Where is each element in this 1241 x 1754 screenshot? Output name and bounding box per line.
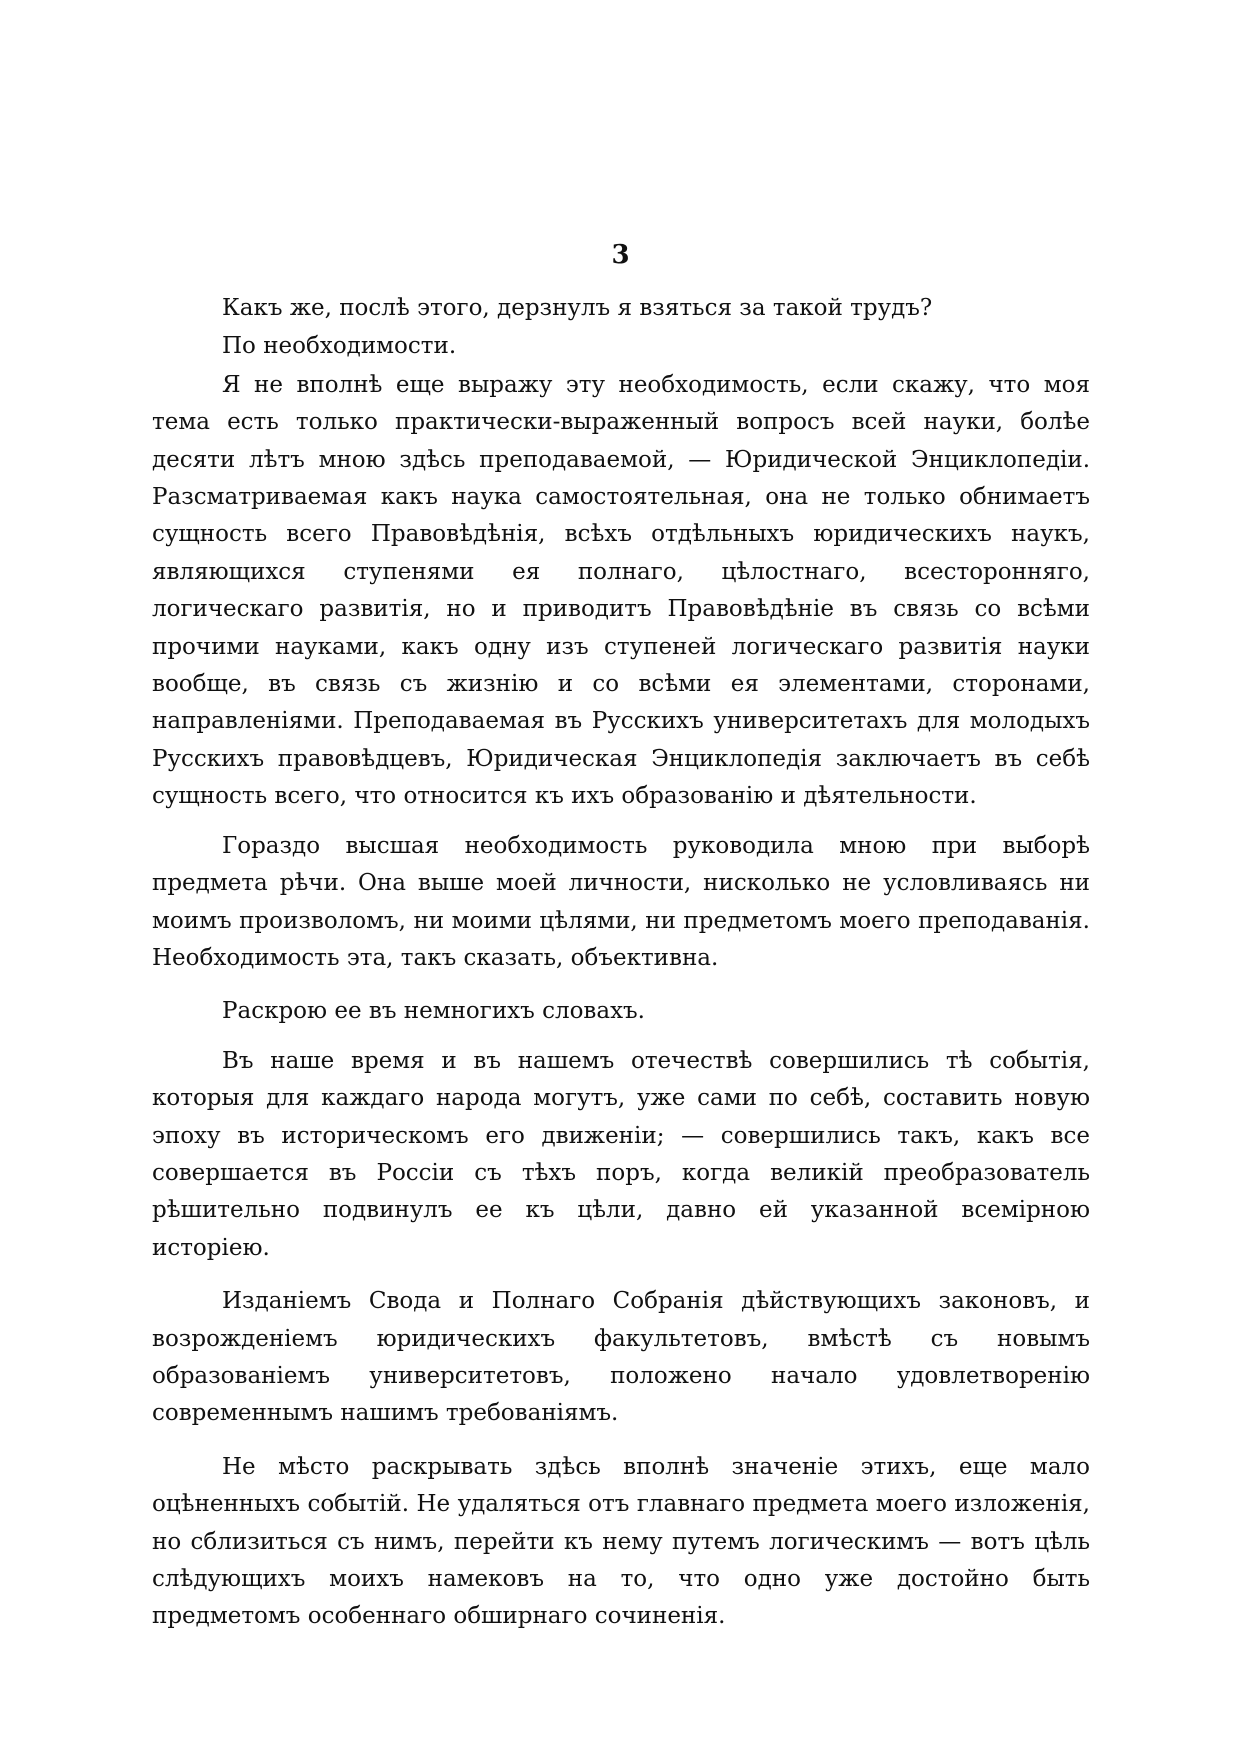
paragraph-not-the-place: Не мѣсто раскрывать здѣсь вполнѣ значеніе этихъ, еще мало оцѣненныхъ событій. Не удаляться отъ главнаго предмета моего изложенія, но сблизиться съ нимъ, перейти къ нему путемъ логическимъ — вотъ цѣль слѣдующихъ моихъ намековъ на то, что одно уже достойно быть предметомъ особеннаго обширнаго сочиненія. bbox=[152, 1453, 1090, 1630]
paragraph-higher-necessity: Гораздо высшая необходимость руководила мною при выборѣ предмета рѣчи. Она выше моей личности, нисколько не условливаясь ни моимъ произволомъ, ни моими цѣлями, ни предметомъ моего преподаванія. Необходимость эта, такъ сказать, объективна. bbox=[152, 832, 1090, 971]
paragraph-our-time: Въ наше время и въ нашемъ отечествѣ совершились тѣ событія, которыя для каждаго народа могутъ, уже сами по себѣ, составить новую эпоху въ историческомъ его движеніи; — совершились такъ, какъ все совершается въ Россіи съ тѣхъ поръ, когда великій преобразователь рѣшительно подвинулъ ее къ цѣли, давно ей указанной всемірною исторіею. bbox=[152, 1047, 1090, 1261]
body-text bbox=[152, 290, 1090, 1636]
page-number: 3 bbox=[611, 240, 630, 270]
paragraph-reveal: Раскрою ее въ немногихъ словахъ. bbox=[222, 998, 645, 1025]
paragraph-encyclopedia: Я не вполнѣ еще выражу эту необходимость, если скажу, что моя тема есть только практически-выраженный вопросъ всей науки, болѣе десяти лѣтъ мною здѣсь преподаваемой, — Юридической Энциклопедіи. Разсматриваемая какъ наука самостоятельная, она не только обнимаетъ сущность всего Правовѣдѣнія, всѣхъ отдѣльныхъ юридическихъ наукъ, являющихся ступенями ея полнаго, цѣлостнаго, всесторонняго, логическаго развитія, но и приводитъ Правовѣдѣніе въ связь со всѣми прочими науками, какъ одну изъ ступеней логическаго развитія науки вообще, въ связь съ жизнію и со всѣми ея элементами, сторонами, направленіями. Преподаваемая въ Русскихъ университетахъ для молодыхъ Русскихъ правовѣдцевъ, Юридическая Энциклопедія заключаетъ въ себѣ сущность всего, что относится къ ихъ образованію и дѣятельности. bbox=[152, 371, 1090, 810]
paragraph-answer: По необходимости. bbox=[222, 333, 457, 360]
paragraph-code-of-laws: Изданіемъ Свода и Полнаго Собранія дѣйствующихъ законовъ, и возрожденіемъ юридическихъ факультетовъ, вмѣстѣ съ новымъ образованіемъ университетовъ, положено начало удовлетворенію современнымъ нашимъ требованіямъ. bbox=[152, 1288, 1090, 1427]
paragraph-question: Какъ же, послѣ этого, дерзнулъ я взяться за такой трудъ? bbox=[222, 295, 933, 321]
